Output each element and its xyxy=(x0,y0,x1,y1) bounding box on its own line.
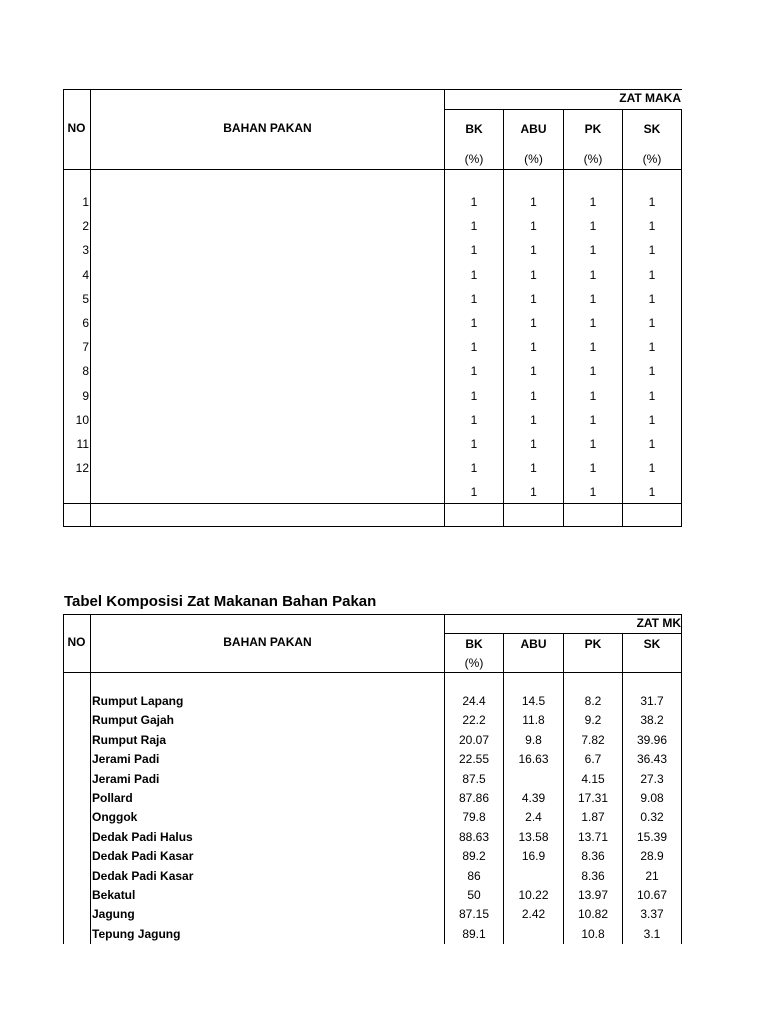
table1-cell: 1 xyxy=(648,437,656,451)
table1-cell: 1 xyxy=(648,268,656,282)
table2-no-divider xyxy=(90,614,91,944)
table2-row-name: Onggok xyxy=(92,810,138,824)
table2-left-border xyxy=(63,614,64,944)
table1-cell: 1 xyxy=(530,437,537,451)
table1-cell: 1 xyxy=(530,413,537,427)
table2-cell: 4.15 xyxy=(581,772,605,786)
table2-cell: 8.36 xyxy=(581,849,605,863)
table1-header-bahan: BAHAN PAKAN xyxy=(223,121,312,135)
table1-header-no: NO xyxy=(67,121,86,135)
table2-cell: 20.07 xyxy=(458,733,490,747)
table1-cell: 1 xyxy=(648,413,656,427)
table2-cell: 36.43 xyxy=(636,752,668,766)
table2-cell: 9.08 xyxy=(640,791,664,805)
table2-cell: 39.96 xyxy=(636,733,668,747)
table2-top-border xyxy=(63,614,682,615)
table2-row-name: Rumput Gajah xyxy=(92,713,175,727)
table2-row-name: Tepung Jagung xyxy=(92,927,181,941)
table2-cell: 7.82 xyxy=(581,733,605,747)
table1-cell: 1 xyxy=(530,316,537,330)
table2-cell: 16.9 xyxy=(521,849,546,863)
table1-bottom-border xyxy=(63,526,682,527)
table2-row-name: Dedak Padi Kasar xyxy=(92,869,194,883)
table2-col-sk: SK xyxy=(643,637,661,651)
table1-cell: 1 xyxy=(589,340,597,354)
table1-cell: 1 xyxy=(530,195,537,209)
table2-cell: 87.15 xyxy=(458,907,490,921)
table2-cell: 10.82 xyxy=(577,907,609,921)
table2-cell: 14.5 xyxy=(521,694,546,708)
table1-cell: 1 xyxy=(648,219,656,233)
table1-top-border xyxy=(63,89,682,90)
table1-row-no: 8 xyxy=(82,364,89,378)
table1-cell: 1 xyxy=(589,292,597,306)
table1-no-divider xyxy=(90,89,91,527)
table1-row-no: 3 xyxy=(82,243,89,257)
table2-cell: 3.1 xyxy=(643,927,661,941)
table1-cell: 1 xyxy=(470,461,478,475)
table1-cell: 1 xyxy=(470,219,478,233)
table1-col-pk: PK xyxy=(584,122,602,136)
table1-cell: 1 xyxy=(470,316,478,330)
table2-cell: 8.36 xyxy=(581,869,605,883)
table2-row-name: Dedak Padi Kasar xyxy=(92,849,194,863)
table2-row-name: Jagung xyxy=(92,907,135,921)
table2-cell: 89.1 xyxy=(462,927,486,941)
table1-unit-abu: (%) xyxy=(524,152,543,166)
table1-cell: 1 xyxy=(470,413,478,427)
table2-cell: 16.63 xyxy=(518,752,549,766)
table1-cell: 1 xyxy=(648,292,656,306)
table2-cell: 11.8 xyxy=(522,713,545,727)
table1-cell: 1 xyxy=(530,292,537,306)
table2-header-bahan: BAHAN PAKAN xyxy=(223,635,312,649)
table1-cell: 1 xyxy=(530,243,537,257)
table2-right-border xyxy=(681,614,682,944)
table2-cell: 79.8 xyxy=(462,810,486,824)
table1-row-no: 6 xyxy=(82,316,89,330)
table2-row-name: Bekatul xyxy=(92,888,136,902)
table2-cell: 6.7 xyxy=(584,752,602,766)
table1-row-no: 11 xyxy=(76,437,89,451)
table1-row-no: 10 xyxy=(75,413,89,427)
table1-header-bottom-border xyxy=(63,169,682,170)
table1-cell: 1 xyxy=(648,340,656,354)
table1-cell: 1 xyxy=(648,461,656,475)
table2-cell: 27.3 xyxy=(640,772,664,786)
table2-row-name: Dedak Padi Halus xyxy=(92,830,193,844)
table1-row-no: 4 xyxy=(82,268,89,282)
table2-cell: 10.8 xyxy=(581,927,605,941)
table2-cell: 0.32 xyxy=(640,810,664,824)
table1-col-sk: SK xyxy=(643,122,661,136)
table1-cell: 1 xyxy=(589,316,597,330)
table2-cell: 9.2 xyxy=(584,713,602,727)
table2-cell: 38.2 xyxy=(640,713,664,727)
table1-cell: 1 xyxy=(589,461,597,475)
table1-cell: 1 xyxy=(470,364,478,378)
table2-cell: 10.67 xyxy=(636,888,668,902)
table1-cell: 1 xyxy=(589,195,597,209)
table2-cell: 2.4 xyxy=(525,810,542,824)
table2-row-name: Pollard xyxy=(92,791,133,805)
table1-row-no: 1 xyxy=(82,195,89,209)
table1-row-no: 12 xyxy=(75,461,89,475)
table1-cell: 1 xyxy=(589,389,597,403)
table2-cell: 9.8 xyxy=(525,733,542,747)
table2-cell: 22.55 xyxy=(458,752,490,766)
table2-col-abu: ABU xyxy=(520,637,547,651)
table1-cell: 1 xyxy=(470,195,478,209)
table2-cell: 1.87 xyxy=(581,810,605,824)
table2-cell: 50 xyxy=(467,888,481,902)
table2-cell: 13.58 xyxy=(518,830,549,844)
table1-cell: 1 xyxy=(589,413,597,427)
table2-row-name: Rumput Lapang xyxy=(92,694,184,708)
table2-cell: 87.86 xyxy=(458,791,490,805)
table1-cell: 1 xyxy=(470,485,478,499)
table1-row-no: 9 xyxy=(82,389,89,403)
table2-cell: 31.7 xyxy=(640,694,664,708)
table2-header-no: NO xyxy=(67,635,86,649)
table1-cell: 1 xyxy=(530,389,537,403)
table2-cell: 21 xyxy=(645,869,659,883)
table1-cell: 1 xyxy=(648,195,656,209)
table2-row-name: Rumput Raja xyxy=(92,733,167,747)
table2-cell: 17.31 xyxy=(577,791,609,805)
table1-cell: 1 xyxy=(648,243,656,257)
table2-cell: 13.97 xyxy=(577,888,609,902)
table2-cell: 3.37 xyxy=(640,907,664,921)
table1-cell: 1 xyxy=(648,364,656,378)
table1-unit-pk: (%) xyxy=(583,152,603,166)
table2-cell: 89.2 xyxy=(462,849,486,863)
table1-cell: 1 xyxy=(470,389,478,403)
table1-col-bk: BK xyxy=(465,122,483,136)
table2-cell: 22.2 xyxy=(462,713,486,727)
table2-cell: 86 xyxy=(467,869,481,883)
table2-header-bottom-border xyxy=(63,672,682,673)
table1-cell: 1 xyxy=(648,316,656,330)
table1-cell: 1 xyxy=(589,243,597,257)
table1-cell: 1 xyxy=(530,268,537,282)
table1-unit-bk: (%) xyxy=(464,152,484,166)
table1-cell: 1 xyxy=(470,437,478,451)
table2-title: Tabel Komposisi Zat Makanan Bahan Pakan xyxy=(64,593,377,610)
table1-cell: 1 xyxy=(530,219,537,233)
table2-cell: 13.71 xyxy=(577,830,609,844)
table1-cell: 1 xyxy=(589,364,597,378)
table1-cell: 1 xyxy=(589,437,597,451)
table1-right-border xyxy=(681,109,682,527)
table1-cell: 1 xyxy=(589,485,597,499)
table1-cell: 1 xyxy=(648,389,656,403)
table1-cell: 1 xyxy=(589,219,597,233)
table1-cell: 1 xyxy=(589,268,597,282)
table2-col-bk: BK xyxy=(465,637,483,651)
table2-unit-bk: (%) xyxy=(464,656,484,670)
table2-header-group: ZAT MK xyxy=(636,616,681,630)
table2-cell: 10.22 xyxy=(518,888,549,902)
table1-col-abu: ABU xyxy=(520,122,547,136)
table1-row-no: 2 xyxy=(82,219,89,233)
table2-cell: 4.39 xyxy=(521,791,546,805)
table1-cell: 1 xyxy=(530,485,537,499)
table1-row-no: 7 xyxy=(82,340,89,354)
table1-cell: 1 xyxy=(530,364,537,378)
table1-cell: 1 xyxy=(470,268,478,282)
table2-cell: 88.63 xyxy=(458,830,490,844)
table2-cell: 87.5 xyxy=(462,772,486,786)
table1-cell: 1 xyxy=(648,485,656,499)
table2-cell: 8.2 xyxy=(584,694,602,708)
table1-cell: 1 xyxy=(470,292,478,306)
table2-cell: 24.4 xyxy=(462,694,486,708)
table1-cell: 1 xyxy=(530,340,537,354)
table1-unit-sk: (%) xyxy=(642,152,662,166)
table2-cell: 2.42 xyxy=(521,907,546,921)
table2-cell: 15.39 xyxy=(636,830,668,844)
table1-header-group: ZAT MAKA xyxy=(619,91,681,105)
table2-col-pk: PK xyxy=(584,637,602,651)
table1-total-top-border xyxy=(63,503,682,504)
table1-cell: 1 xyxy=(470,340,478,354)
table1-cell: 1 xyxy=(470,243,478,257)
table2-row-name: Jerami Padi xyxy=(92,772,160,786)
table2-cell: 28.9 xyxy=(640,849,664,863)
table2-row-name: Jerami Padi xyxy=(92,752,160,766)
table1-cell: 1 xyxy=(530,461,537,475)
table1-row-no: 5 xyxy=(82,292,89,306)
